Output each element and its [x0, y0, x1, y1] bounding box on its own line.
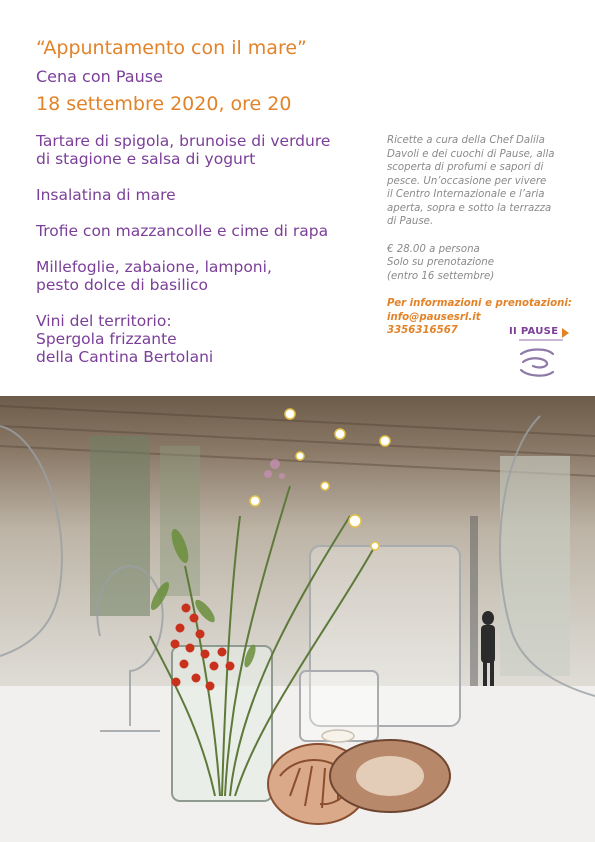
booking-deadline: (entro 16 settembre): [387, 270, 495, 282]
description-line: di Pause.: [387, 216, 434, 227]
booking-note: Solo su prenotazione: [387, 257, 494, 268]
menu-item-line: della Cantina Bertolani: [36, 348, 214, 366]
description-line: pesce. Un’occasione per vivere: [387, 175, 547, 187]
contact-email[interactable]: info@pausesrl.it: [387, 311, 481, 323]
header: [36, 36, 376, 117]
menu-item-line: Tartare di spigola, brunoise di verdure: [36, 132, 331, 150]
menu-item: [36, 312, 376, 366]
menu-item: [36, 186, 376, 204]
menu-item-line: pesto dolce di basilico: [36, 276, 208, 294]
menu-item: [36, 258, 376, 294]
swirl-logo-icon: [517, 346, 557, 382]
photo-illustration: [0, 396, 595, 842]
play-triangle-icon: [562, 328, 569, 338]
description-line: Ricette a cura della Chef Dalila: [387, 135, 545, 146]
menu-item-line: Trofie con mazzancolle e cime di rapa: [36, 222, 329, 240]
description-line: il Centro Internazionale e l’aria: [387, 189, 545, 200]
menu-item: [36, 222, 376, 240]
pause-logo: [505, 326, 575, 384]
menu-item-line: Millefoglie, zabaione, lamponi,: [36, 258, 272, 276]
contact-phone[interactable]: 3356316567: [387, 325, 458, 336]
description-line: Davoli e dei cuochi di Pause, alla: [387, 148, 555, 160]
menu-item-line: Insalatina di mare: [36, 186, 176, 204]
event-date: 18 settembre 2020, ore 20: [36, 93, 292, 115]
menu-list: [36, 132, 376, 384]
event-subtitle: Cena con Pause: [36, 67, 163, 86]
logo-text: II PAUSE: [509, 326, 559, 337]
description-line: aperta, sopra e sotto la terrazza: [387, 202, 552, 214]
menu-item-line: di stagione e salsa di yogurt: [36, 150, 256, 168]
menu-item-line: Spergola frizzante: [36, 330, 177, 348]
price: € 28.00 a persona: [387, 243, 480, 255]
contact-label: Per informazioni e prenotazioni:: [387, 298, 572, 309]
menu-item-line: Vini del territorio:: [36, 312, 172, 330]
menu-item: [36, 132, 376, 168]
pricing: [387, 243, 572, 284]
logo-tagline: [519, 339, 563, 341]
description-line: scoperta di profumi e sapori di: [387, 162, 544, 173]
table-setting-photo: [0, 396, 595, 842]
side-info: [387, 134, 572, 352]
description: [387, 134, 572, 229]
event-title: “Appuntamento con il mare”: [36, 37, 307, 59]
